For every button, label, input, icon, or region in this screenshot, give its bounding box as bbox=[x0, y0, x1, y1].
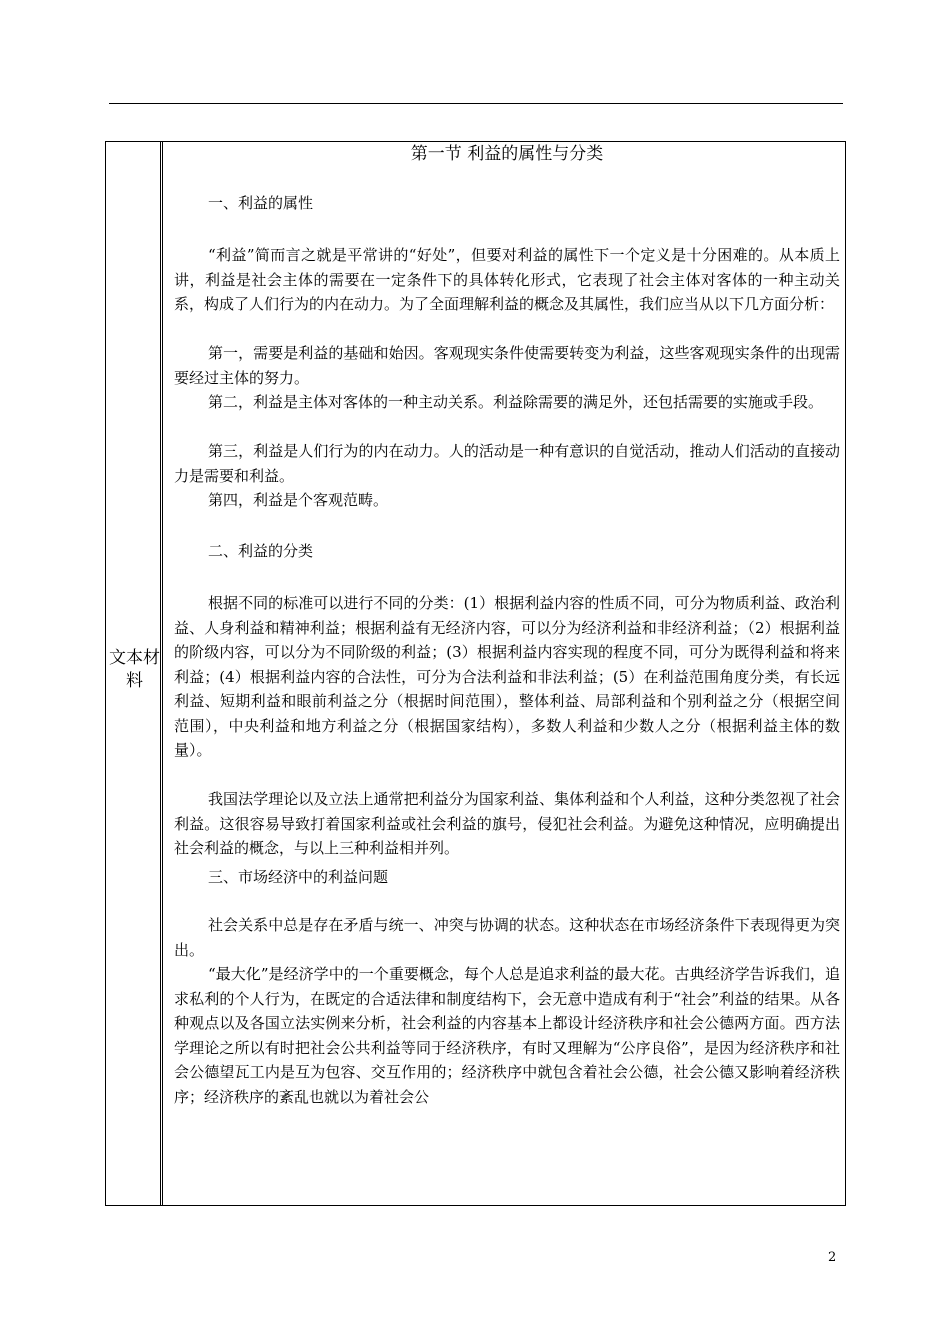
paragraph: 我国法学理论以及立法上通常把利益分为国家利益、集体利益和个人利益，这种分类忽视了社会利益。这很容易导致打着国家利益或社会利益的旗号，侵犯社会利益。为避免这种情况，应明确提出社会利益的概念，与以上三种利益相并列。 bbox=[174, 790, 840, 857]
heading-market-economy: 三、市场经济中的利益问题 bbox=[208, 868, 389, 886]
content-table bbox=[105, 141, 846, 1206]
paragraph: 第三，利益是人们行为的内在动力。人的活动是一种有意识的自觉活动，推动人们活动的直接动力是需要和利益。 bbox=[174, 442, 840, 485]
page-number: 2 bbox=[828, 1250, 837, 1265]
label-column bbox=[106, 142, 163, 1205]
header-rule bbox=[109, 103, 843, 104]
left-label: 文本材料 bbox=[109, 648, 160, 691]
paragraph: “利益”简而言之就是平常讲的“好处”，但要对利益的属性下一个定义是十分困难的。从本质上讲，利益是社会主体的需要在一定条件下的具体转化形式，它表现了社会主体对客体的一种主动关系，构成了人们行为的内在动力。为了全面理解利益的概念及其属性，我们应当从以下几方面分析： bbox=[174, 246, 840, 313]
heading-classification: 二、利益的分类 bbox=[208, 542, 314, 560]
paragraph: “最大化”是经济学中的一个重要概念，每个人总是追求利益的最大花。古典经济学告诉我们，追求私利的个人行为，在既定的合适法律和制度结构下，会无意中造成有利于“社会”利益的结果。从各种观点以及各国立法实例来分析，社会利益的内容基本上都设计经济秩序和社会公德两方面。西方法学理论之所以有时把社会公共利益等同于经济秩序，有时又理解为“公序良俗”，是因为经济秩序和社会公德望瓦工内是互为包容、交互作用的；经济秩序中就包含着社会公德，社会公德又影响着经济秩序；经济秩序的紊乱也就以为着社会公 bbox=[174, 965, 840, 1106]
heading-attributes: 一、利益的属性 bbox=[208, 194, 314, 212]
paragraph: 根据不同的标准可以进行不同的分类：(1）根据利益内容的性质不同，可分为物质利益、政治利益、人身利益和精神利益；根据利益有无经济内容，可以分为经济利益和非经济利益；（2）根据利益的阶级内容，可以分为不同阶级的利益；(3）根据利益内容实现的程度不同，可分为既得利益和将来利益；(4）根据利益内容的合法性，可分为合法利益和非法利益；(5）在利益范围角度分类，有长远利益、短期利益和眼前利益之分（根据时间范围），整体利益、局部利益和个别利益之分（根据空间范围），中央利益和地方利益之分（根据国家结构），多数人利益和少数人之分（根据利益主体的数量）。 bbox=[174, 594, 840, 759]
section-title: 第一节 利益的属性与分类 bbox=[410, 144, 604, 164]
paragraph: 第二，利益是主体对客体的一种主动关系。利益除需要的满足外，还包括需要的实施或手段。 bbox=[208, 393, 824, 411]
paragraph: 第四，利益是个客观范畴。 bbox=[208, 491, 389, 509]
paragraph: 第一，需要是利益的基础和始因。客观现实条件使需要转变为利益，这些客观现实条件的出现需要经过主体的努力。 bbox=[174, 344, 840, 387]
paragraph: 社会关系中总是存在矛盾与统一、冲突与协调的状态。这种状态在市场经济条件下表现得更为突出。 bbox=[174, 916, 840, 959]
